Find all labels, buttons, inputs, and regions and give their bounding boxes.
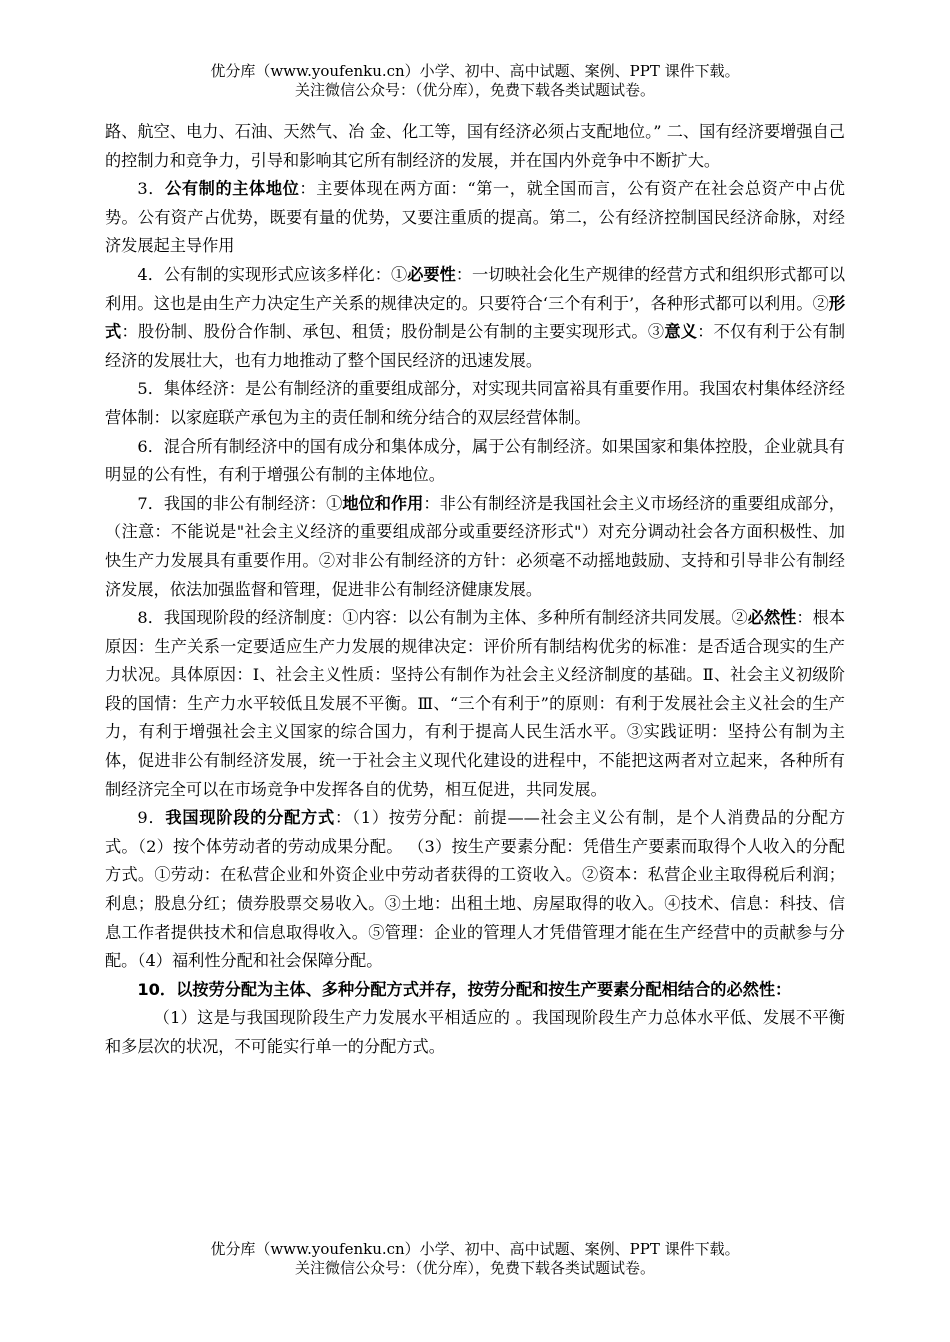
page-header: [0, 62, 950, 100]
paragraph-4-necessity-text: ：一切映社会化生产规律的经营方式和组织形式都可以利用。这也是由生产力决定生产关系的规律决定的。只要符合‘三个有利于’，各种形式都可以利用。②: [105, 264, 846, 313]
paragraph-7-heading: 地位和作用: [342, 493, 424, 513]
paragraph-4-meaning-text: ：不仅有利于公有制经济的发展壮大，也有力地推动了整个国民经济的迅速发展。: [105, 322, 846, 370]
paragraph-8-intro: 8．我国现阶段的经济制度：①内容：以公有制为主体、多种所有制经济共同发展。②: [137, 608, 748, 628]
document-body: [105, 118, 845, 1062]
paragraph-10-title: 10．以按劳分配为主体、多种分配方式并存，按劳分配和按生产要素分配相结合的必然性：: [137, 979, 792, 999]
paragraph-5: 5．集体经济：是公有制经济的重要组成部分，对实现共同富裕具有重要作用。我国农村集体经济经营体制：以家庭联产承包为主的责任制和统分结合的双层经营体制。: [105, 379, 845, 427]
paragraph-4-necessity-heading: 必要性: [407, 264, 456, 284]
paragraph-8: [105, 604, 845, 804]
paragraph-7-intro: 7．我国的非公有制经济：①: [137, 493, 343, 513]
paragraph-9-text: ：（1）按劳分配：前提——社会主义公有制，是个人消费品的分配方式。（2）按个体劳动者的劳动成果分配。 （3）按生产要素分配：凭借生产要素而取得个人收入的分配方式。①劳动：在私营企业和外资企业中劳动者获得的工资收入。②资本：私营企业主取得税后利润；利息；股息分红；债券股票交易收入。③土地：出租土地、房屋取得的收入。④技术、信息：科技、信息工作者提供技术和信息取得收入。⑤管理：企业的管理人才凭借管理才能在生产经营中的贡献参与分配。（4）福利性分配和社会保障分配。: [105, 808, 846, 971]
page-footer: [0, 1240, 950, 1278]
paragraph-3-number: 3．: [137, 179, 166, 199]
paragraph-4-intro: 4．公有制的实现形式应该多样化：①: [137, 264, 408, 284]
paragraph-11: （1）这是与我国现阶段生产力发展水平相适应的 。我国现阶段生产力总体水平低、发展不平衡和多层次的状况，不可能实行单一的分配方式。: [105, 1008, 845, 1056]
paragraph-4: [105, 261, 845, 375]
paragraph-4-form-text: ：股份制、股份合作制、承包、租赁；股份制是公有制的主要实现形式。③: [121, 322, 665, 342]
header-line-2: 关注微信公众号：（优分库），免费下载各类试题试卷。: [294, 81, 655, 99]
paragraph-4-meaning-heading: 意义: [664, 322, 698, 342]
paragraph-7: [105, 490, 845, 604]
paragraph-3-heading: 公有制的主体地位: [165, 179, 300, 199]
footer-line-1: 优分库（www.youfenku.cn）小学、初中、高中试题、案例、PPT 课件下载。: [210, 1240, 740, 1258]
paragraph-3-text: ：主要体现在两方面：“第一，就全国而言，公有资产在社会总资产中占优势。公有资产占优势，既要有量的优势，又要注重质的提高。第二，公有经济控制国民经济命脉，对经济发展起主导作用: [105, 179, 845, 256]
paragraph-4-form-heading: 形式: [105, 293, 845, 342]
paragraph-9-heading: 我国现阶段的分配方式: [165, 808, 335, 828]
paragraph-3: [105, 175, 845, 261]
paragraph-7-text: ：非公有制经济是我国社会主义市场经济的重要组成部分，（注意：不能说是"社会主义经济的重要组成部分或重要经济形式"）对充分调动社会各方面积极性、加快生产力发展具有重要作用。②对非公有制经济的方针：必须毫不动摇地鼓励、支持和引导非公有制经济发展，依法加强监督和管理，促进非公有制经济健康发展。: [105, 493, 845, 599]
paragraph-9-number: 9．: [137, 808, 166, 828]
header-line-1: 优分库（www.youfenku.cn）小学、初中、高中试题、案例、PPT 课件下载。: [210, 62, 740, 80]
paragraph-continuation: 路、航空、电力、石油、天然气、冶 金、化工等，国有经济必须占支配地位。” 二、国有经济要增强自己的控制力和竞争力，引导和影响其它所有制经济的发展，并在国内外竞争中不断扩大。: [105, 122, 845, 170]
paragraph-9: [105, 804, 845, 976]
paragraph-8-text: ：根本原因：生产关系一定要适应生产力发展的规律决定：评价所有制结构优劣的标准：是否适合现实的生产力状况。具体原因：Ⅰ、社会主义性质：坚持公有制作为社会主义经济制度的基础。Ⅱ、社会主义初级阶段的国情：生产力水平较低且发展不平衡。Ⅲ、“三个有利于”的原则：有利于发展社会主义社会的生产力，有利于增强社会主义国家的综合国力，有利于提高人民生活水平。③实践证明：坚持公有制为主体，促进非公有制经济发展，统一于社会主义现代化建设的进程中，不能把这两者对立起来，各种所有制经济完全可以在市场竞争中发挥各自的优势，相互促进，共同发展。: [105, 608, 846, 799]
paragraph-10-heading: [105, 976, 845, 1005]
paragraph-8-heading: 必然性: [747, 608, 797, 628]
paragraph-6: 6．混合所有制经济中的国有成分和集体成分，属于公有制经济。如果国家和集体控股，企业就具有明显的公有性，有利于增强公有制的主体地位。: [105, 436, 845, 485]
footer-line-2: 关注微信公众号：（优分库），免费下载各类试题试卷。: [294, 1259, 655, 1277]
